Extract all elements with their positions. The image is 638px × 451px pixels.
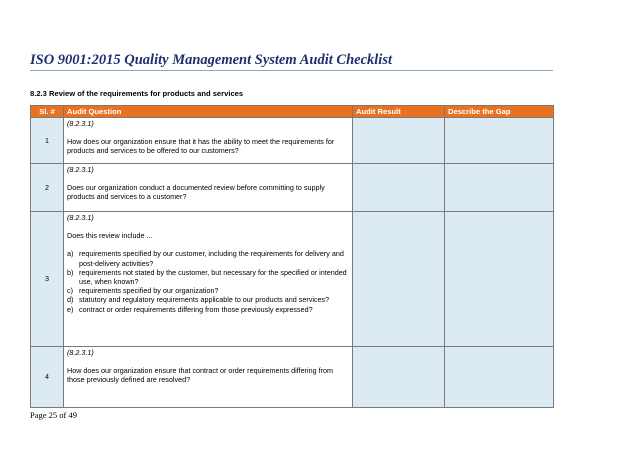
table-row (31, 347, 554, 408)
question-text: How does our organization ensure that it has the ability to meet the requirements for products and services to be offered to our customers? (67, 137, 335, 156)
list-item-text: statutory and regulatory requirements applicable to our products and services? (79, 295, 330, 305)
list-item (67, 249, 349, 267)
document-title: ISO 9001:2015 Quality Management System Audit Checklist (30, 52, 392, 68)
header-sl-number: Sl. # (31, 106, 64, 118)
clause-reference: (8.2.3.1) (67, 119, 94, 128)
list-item-text: contract or order requirements differing from those previously expressed? (79, 304, 313, 314)
table-row (31, 164, 554, 212)
list-marker: b) (67, 267, 74, 277)
audit-result-cell[interactable] (353, 118, 445, 164)
title-divider (30, 70, 553, 71)
header-describe-gap: Describe the Gap (445, 106, 554, 118)
describe-gap-cell[interactable] (445, 118, 554, 164)
row-question-cell (64, 164, 353, 212)
clause-reference: (8.2.3.1) (67, 165, 94, 174)
list-item-text: requirements not stated by the customer, but necessary for the specified or intended use, when known? (79, 267, 347, 287)
header-audit-question: Audit Question (64, 106, 353, 118)
review-items-list (67, 249, 349, 313)
row-sl-number: 1 (31, 118, 64, 164)
table-header-row (31, 106, 554, 118)
list-marker: e) (67, 304, 74, 314)
audit-result-cell[interactable] (353, 347, 445, 408)
audit-result-cell[interactable] (353, 212, 445, 347)
header-audit-result: Audit Result (353, 106, 445, 118)
row-question-cell (64, 212, 353, 347)
list-item (67, 295, 349, 304)
list-item (67, 268, 349, 286)
page-number: Page 25 of 49 (30, 410, 77, 420)
list-item (67, 286, 349, 295)
question-text: How does our organization ensure that contract or order requirements differing from those previously defined are resolved? (67, 366, 333, 385)
row-question-cell (64, 118, 353, 164)
clause-reference: (8.2.3.1) (67, 213, 94, 222)
describe-gap-cell[interactable] (445, 164, 554, 212)
table-row (31, 118, 554, 164)
list-item (67, 305, 349, 314)
audit-checklist-table (30, 105, 554, 408)
row-sl-number: 4 (31, 347, 64, 408)
row-sl-number: 2 (31, 164, 64, 212)
list-item-text: requirements specified by our organization? (79, 286, 219, 296)
describe-gap-cell[interactable] (445, 212, 554, 347)
describe-gap-cell[interactable] (445, 347, 554, 408)
row-question-cell (64, 347, 353, 408)
row-sl-number: 3 (31, 212, 64, 347)
list-marker: d) (67, 295, 74, 305)
question-text: Does this review include ... (67, 231, 153, 241)
list-marker: c) (67, 286, 73, 296)
audit-result-cell[interactable] (353, 164, 445, 212)
table-row (31, 212, 554, 347)
question-text: Does our organization conduct a documented review before committing to supply products and services to a customer? (67, 183, 325, 202)
section-heading: 8.2.3 Review of the requirements for products and services (30, 89, 244, 98)
clause-reference: (8.2.3.1) (67, 348, 94, 357)
list-item-text: requirements specified by our customer, including the requirements for delivery and post-delivery activities? (79, 249, 344, 268)
list-marker: a) (67, 249, 74, 259)
